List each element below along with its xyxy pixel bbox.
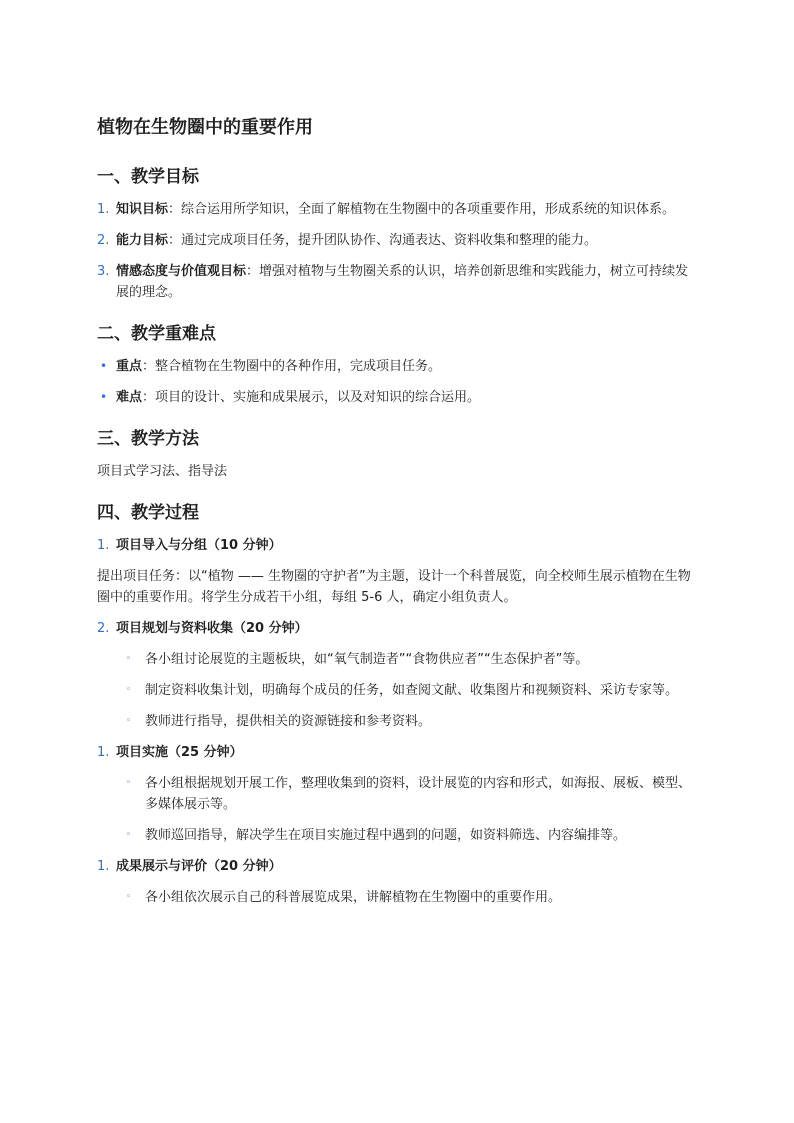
sub-list-item [97, 680, 699, 701]
list-number: 1. [97, 202, 110, 217]
process-step [97, 742, 699, 763]
circle-bullet-icon: ◦ [126, 654, 132, 664]
item-label: 知识目标 [116, 202, 169, 217]
item-label: 重点 [116, 359, 143, 374]
section-method [97, 426, 699, 482]
sub-item-text: 教师进行指导，提供相关的资源链接和参考资料。 [145, 714, 432, 729]
item-label: 难点 [116, 390, 143, 405]
list-item [97, 356, 699, 377]
sub-item-text: 各小组讨论展览的主题板块，如“氧气制造者”“食物供应者”“生态保护者”等。 [145, 652, 589, 667]
list-number: 1. [97, 745, 110, 760]
sub-list-item [97, 773, 699, 815]
item-label: 情感态度与价值观目标 [116, 264, 247, 279]
step-label: 成果展示与评价（20 分钟） [116, 859, 282, 874]
list-number: 2. [97, 233, 110, 248]
step-label: 项目实施（25 分钟） [116, 745, 243, 760]
sub-item-text: 各小组根据规划开展工作，整理收集到的资料，设计展览的内容和形式，如海报、展板、模型、多媒体展示等。 [145, 776, 692, 812]
process-step [97, 856, 699, 877]
circle-bullet-icon: ◦ [126, 830, 132, 840]
section-heading: 四、教学过程 [97, 503, 199, 523]
circle-bullet-icon: ◦ [126, 716, 132, 726]
list-number: 2. [97, 621, 110, 636]
section-heading: 二、教学重难点 [97, 324, 216, 344]
section-process [97, 500, 699, 908]
list-number: 1. [97, 538, 110, 553]
list-item [97, 387, 699, 408]
process-step [97, 535, 699, 556]
bullet-icon: • [100, 390, 108, 404]
circle-bullet-icon: ◦ [126, 778, 132, 788]
process-step [97, 618, 699, 639]
step-paragraph: 提出项目任务：以“植物 —— 生物圈的守护者”为主题，设计一个科普展览，向全校师生展示植物在生物圈中的重要作用。将学生分成若干小组，每组 5-6 人，确定小组负责人。 [97, 569, 691, 605]
document-page [97, 114, 699, 926]
circle-bullet-icon: ◦ [126, 892, 132, 902]
section-key-points [97, 321, 699, 408]
item-label: 能力目标 [116, 233, 169, 248]
sub-list-item [97, 825, 699, 846]
sub-list-item [97, 887, 699, 908]
item-text: ：项目的设计、实施和成果展示，以及对知识的综合运用。 [142, 390, 481, 405]
step-label: 项目规划与资料收集（20 分钟） [116, 621, 308, 636]
circle-bullet-icon: ◦ [126, 685, 132, 695]
item-text: ：综合运用所学知识，全面了解植物在生物圈中的各项重要作用，形成系统的知识体系。 [168, 202, 676, 217]
section-heading: 一、教学目标 [97, 167, 199, 187]
list-number: 3. [97, 264, 110, 279]
document-title: 植物在生物圈中的重要作用 [97, 117, 313, 138]
sub-item-text: 教师巡回指导，解决学生在项目实施过程中遇到的问题，如资料筛选、内容编排等。 [145, 828, 627, 843]
item-text: ：整合植物在生物圈中的各种作用，完成项目任务。 [142, 359, 442, 374]
step-label: 项目导入与分组（10 分钟） [116, 538, 282, 553]
list-item [97, 199, 699, 220]
section-goals [97, 164, 699, 303]
sub-item-text: 各小组依次展示自己的科普展览成果，讲解植物在生物圈中的重要作用。 [145, 890, 562, 905]
sub-list-item [97, 711, 699, 732]
item-text: ：增强对植物与生物圈关系的认识，培养创新思维和实践能力，树立可持续发展的理念。 [116, 264, 689, 300]
method-text: 项目式学习法、指导法 [97, 464, 228, 479]
bullet-icon: • [100, 359, 108, 373]
list-item [97, 230, 699, 251]
list-item [97, 261, 699, 303]
section-heading: 三、教学方法 [97, 429, 199, 449]
sub-item-text: 制定资料收集计划，明确每个成员的任务，如查阅文献、收集图片和视频资料、采访专家等。 [145, 683, 679, 698]
sub-list-item [97, 649, 699, 670]
item-text: ：通过完成项目任务，提升团队协作、沟通表达、资料收集和整理的能力。 [168, 233, 598, 248]
list-number: 1. [97, 859, 110, 874]
